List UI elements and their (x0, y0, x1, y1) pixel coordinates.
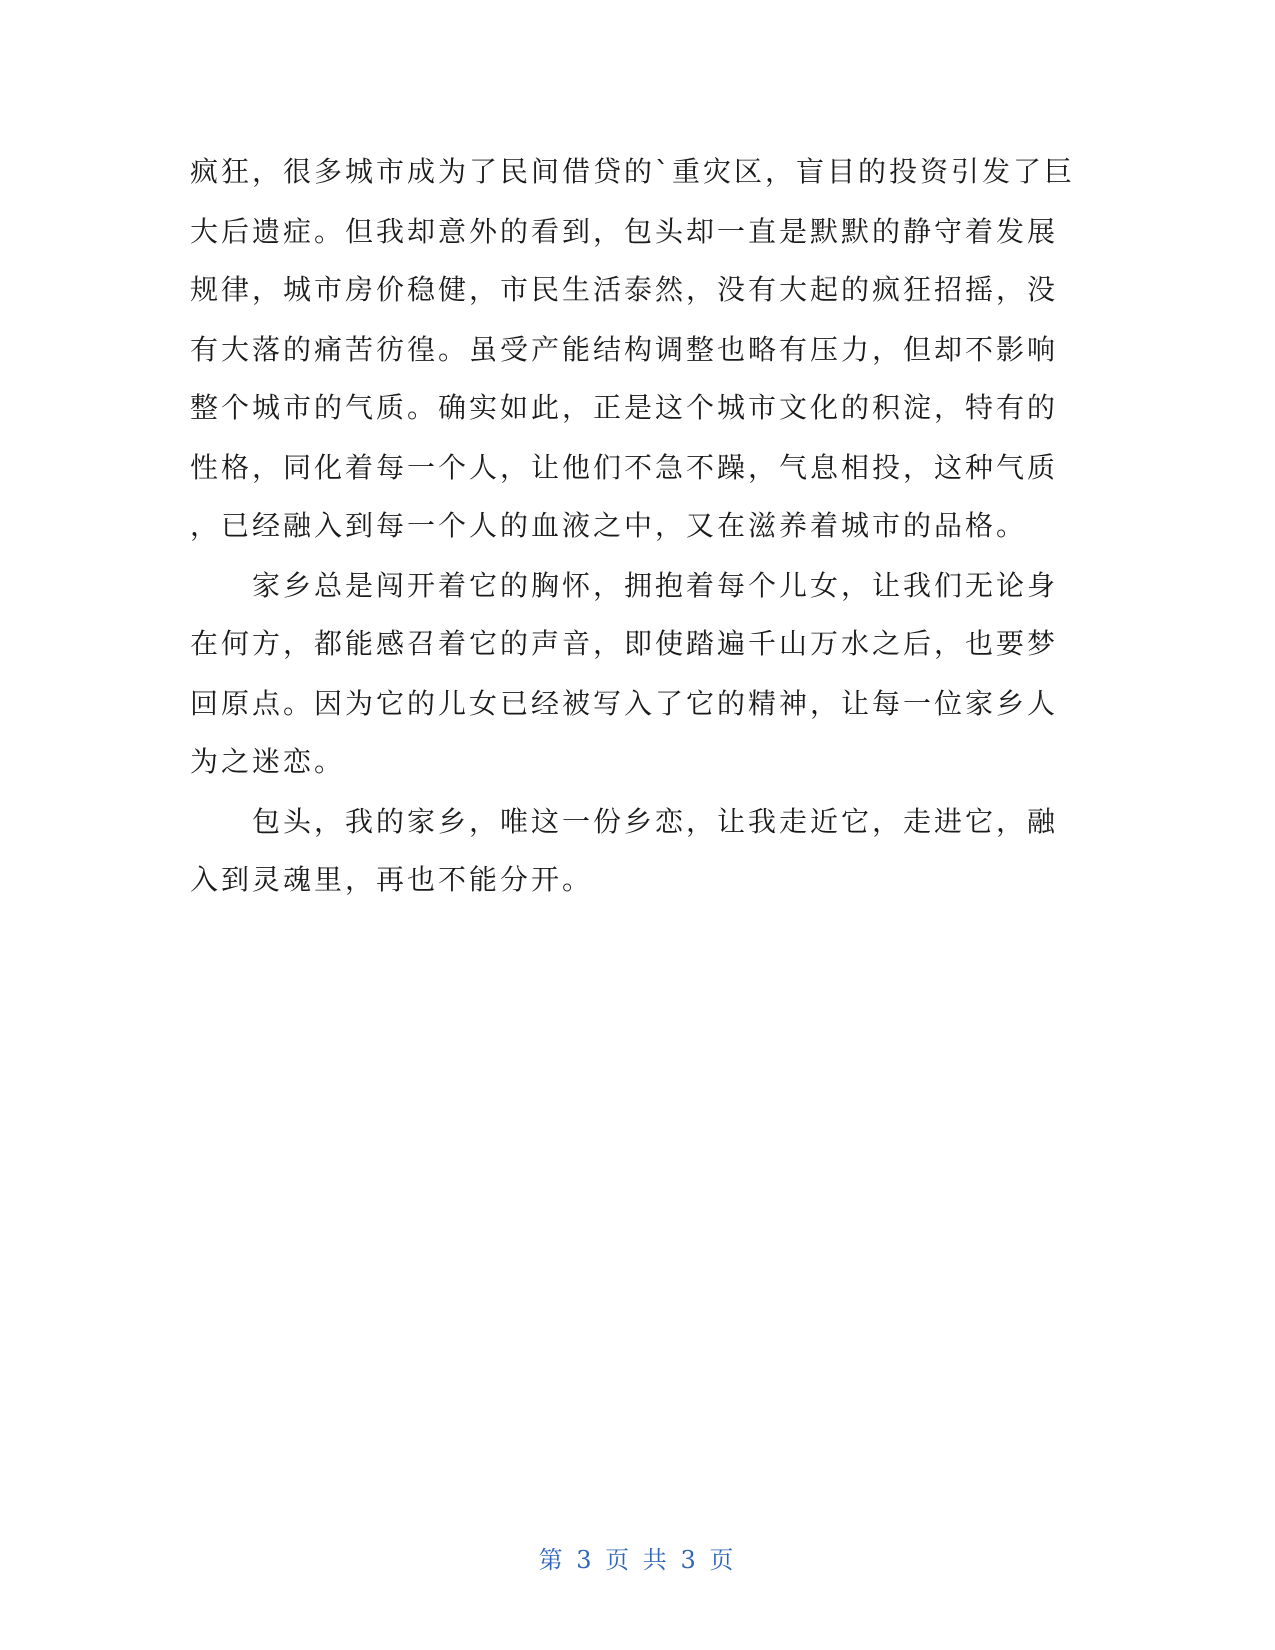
text-line: 回原点。因为它的儿女已经被写入了它的精神，让每一位家乡人 (190, 687, 1059, 720)
text-line: 大后遗症。但我却意外的看到，包头却一直是默默的静守着发展 (190, 215, 1059, 248)
text-line: 有大落的痛苦彷徨。虽受产能结构调整也略有压力，但却不影响 (190, 333, 1059, 366)
text-line: ，已经融入到每一个人的血液之中，又在滋养着城市的品格。 (190, 509, 1028, 542)
text-line: 疯狂，很多城市成为了民间借贷的`重灾区，盲目的投资引发了巨 (190, 155, 1076, 188)
text-line: 家乡总是闯开着它的胸怀，拥抱着每个儿女，让我们无论身 (190, 569, 1059, 602)
text-line: 整个城市的气质。确实如此，正是这个城市文化的积淀，特有的 (190, 391, 1059, 424)
text-line: 在何方，都能感召着它的声音，即使踏遍千山万水之后，也要梦 (190, 627, 1059, 660)
text-line: 为之迷恋。 (190, 745, 346, 778)
text-line: 包头，我的家乡，唯这一份乡恋，让我走近它，走进它，融 (190, 805, 1059, 838)
text-line: 入到灵魂里，再也不能分开。 (190, 863, 594, 896)
text-line: 性格，同化着每一个人，让他们不急不躁，气息相投，这种气质 (190, 451, 1059, 484)
text-line: 规律，城市房价稳健，市民生活泰然，没有大起的疯狂招摇，没 (190, 273, 1059, 306)
page-number: 第 3 页 共 3 页 (538, 1546, 737, 1574)
